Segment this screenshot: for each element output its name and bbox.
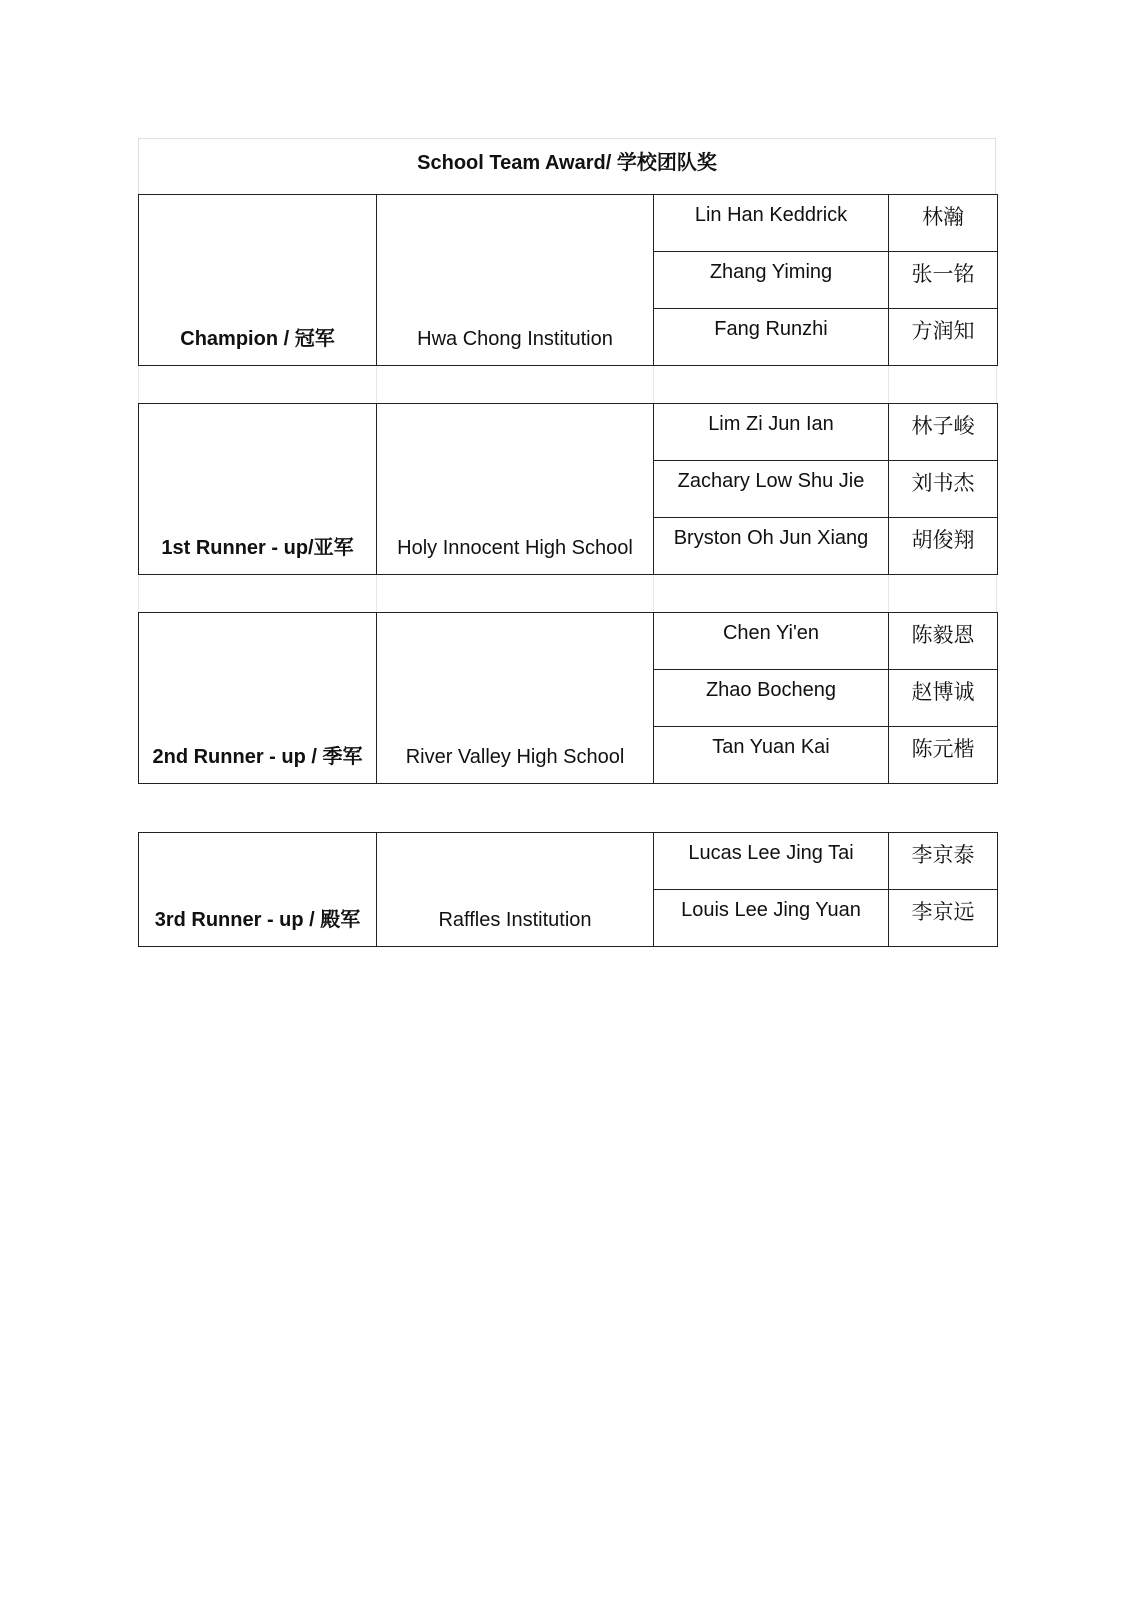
table-row	[139, 195, 998, 252]
member-name: Zachary Low Shu Jie	[654, 461, 889, 518]
member-chinese-name: 李京远	[889, 890, 998, 947]
member-name: Lucas Lee Jing Tai	[654, 833, 889, 890]
school-name: River Valley High School	[377, 613, 654, 784]
member-name: Tan Yuan Kai	[654, 727, 889, 784]
award-table-second-runner-up	[138, 612, 998, 784]
member-chinese-name: 刘书杰	[889, 461, 998, 518]
award-table-third-runner-up	[138, 832, 998, 947]
member-chinese-name: 张一铭	[889, 252, 998, 309]
member-name: Fang Runzhi	[654, 309, 889, 366]
member-name: Zhao Bocheng	[654, 670, 889, 727]
member-name: Bryston Oh Jun Xiang	[654, 518, 889, 575]
school-name: Holy Innocent High School	[377, 404, 654, 575]
member-name: Chen Yi'en	[654, 613, 889, 670]
placement-label: 2nd Runner - up / 季军	[139, 613, 377, 784]
placement-label: Champion / 冠军	[139, 195, 377, 366]
member-name: Louis Lee Jing Yuan	[654, 890, 889, 947]
award-table-first-runner-up	[138, 403, 998, 575]
member-name: Lin Han Keddrick	[654, 195, 889, 252]
member-chinese-name: 胡俊翔	[889, 518, 998, 575]
member-chinese-name: 林子峻	[889, 404, 998, 461]
spacer-row	[138, 575, 997, 612]
member-chinese-name: 陈毅恩	[889, 613, 998, 670]
member-chinese-name: 赵博诚	[889, 670, 998, 727]
school-name: Hwa Chong Institution	[377, 195, 654, 366]
award-title: School Team Award/ 学校团队奖	[417, 152, 717, 174]
placement-label: 1st Runner - up/亚军	[139, 404, 377, 575]
member-name: Lim Zi Jun Ian	[654, 404, 889, 461]
member-chinese-name: 李京泰	[889, 833, 998, 890]
table-row	[139, 833, 998, 890]
member-chinese-name: 林瀚	[889, 195, 998, 252]
table-row	[139, 404, 998, 461]
member-name: Zhang Yiming	[654, 252, 889, 309]
table-row	[139, 613, 998, 670]
member-chinese-name: 方润知	[889, 309, 998, 366]
school-name: Raffles Institution	[377, 833, 654, 947]
title-row	[138, 138, 996, 194]
placement-label: 3rd Runner - up / 殿军	[139, 833, 377, 947]
award-table-champion	[138, 194, 998, 366]
spacer-row	[138, 366, 997, 403]
member-chinese-name: 陈元楷	[889, 727, 998, 784]
